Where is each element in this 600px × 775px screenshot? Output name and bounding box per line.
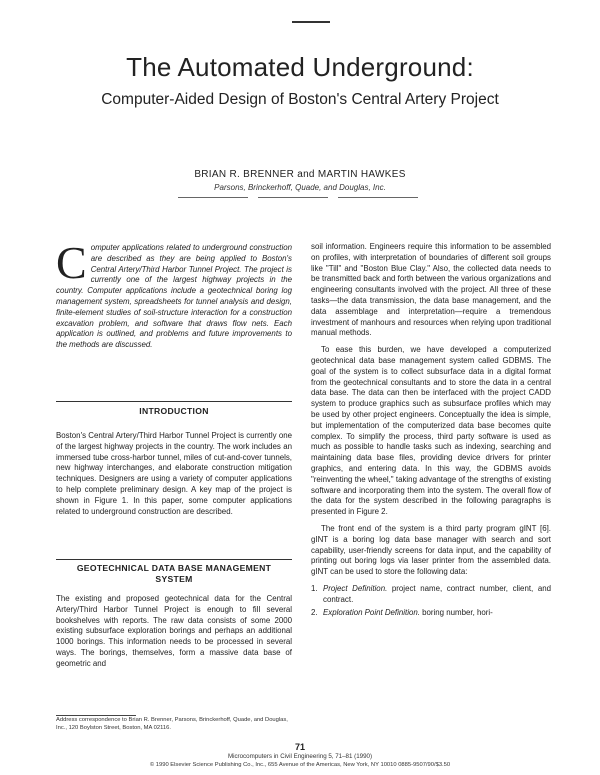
list-item-desc: boring number, hori- (419, 607, 493, 617)
footnote-rule (56, 715, 136, 716)
list-item-number: 1. (311, 583, 318, 593)
authors: BRIAN R. BRENNER and MARTIN HAWKES (194, 169, 406, 180)
data-list (311, 584, 551, 618)
paper-title: The Automated Underground: (126, 52, 474, 82)
abstract (56, 237, 292, 351)
introduction-paragraph: Boston's Central Artery/Third Harbor Tunnel Project is currently one of the largest highway projects in the country. The work includes an immersed tube cross-harbor tunnel, miles of cut-and-cover tunnels, new highway interchanges, and elaborate construction mitigation techniques. Designers are using a variety of computer applications to help complete preliminary design. A key map of the project is shown in Figure 1. In this paper, some computer applications related to underground construction are described. (56, 431, 292, 516)
footnote: Address correspondence to Brian R. Brenner, Parsons, Brinckerhoff, Quade, and Douglas, Inc., 120 Boylston Street, Boston, MA 02116. (56, 717, 288, 731)
geotech-paragraph: The existing and proposed geotechnical data for the Central Artery/Third Harbor Tunnel Project is enough to fill several bookshelves with reports. The raw data consists of some 2000 existing subsurface exploration borings and perhaps an additional 1000 borings. This information needs to be processed in several ways. The borings, themselves, form a massive data base of geometric and (56, 594, 292, 668)
list-item (311, 584, 551, 606)
list-item-term: Exploration Point Definition. (323, 607, 420, 617)
right-paragraph-1: soil information. Engineers require this information to be assembled on profiles, with interpretation of boundaries of different soil groups like "Till" and "Boston Blue Clay." Also, the collected data needs to be transmitted back and forth between the various organizations and engineering consultants involved with the project. All three of these tasks—the data transmission, the data base management, and the data assemblage and interpretation—require a tremendous investment of manhours and resources when relying upon traditional manual methods. (311, 242, 551, 338)
separator-rule (258, 197, 328, 198)
right-paragraph-2: To ease this burden, we have developed a computerized geotechnical data base management system called GDBMS. The goal of the system is to collect subsurface data in a digital format from the geotechnical consultants and to store the data in a central data base. The data can then be interfaced with the project CADD system to produce graphics such as subsurface profiles which may be used by other project engineers. Conceptually the idea is simple, but implementation of the computerized data base becomes quite complex. To simplify the process, third party software is used as much as possible to handle tasks such as indexing, searching and maintaining data base files, providing device drivers for printer graphics, and entering data. In this way, the GDBMS avoids "reinventing the wheel," taking advantage of the strengths of existing software and incorporating them into the system. The overall flow of the data for the system described in the following paragraphs is presented in Figure 2. (311, 345, 551, 517)
abstract-dropcap: C (56, 237, 87, 288)
right-column (311, 242, 551, 618)
heading-rule (56, 559, 292, 560)
abstract-text: omputer applications related to underground construction are described as they are being applied to Boston's Central Artery/Third Harbor Tunnel Project. The project is currently one of the largest highway projects in the country. Computer applications include a geotechnical boring log management system, spreadsheets for tunnel analysis and design, finite-element studies of soil-structure interaction for a construction excavation problem, and software that draws flow nets. Each application is outlined, and problems and future improvements to the methods are discussed. (56, 243, 292, 350)
top-rule (292, 21, 330, 23)
geotech-body (56, 594, 292, 670)
separator-rule (338, 197, 418, 198)
copyright-line: © 1990 Elsevier Science Publishing Co., Inc., 655 Avenue of the Americas, New York, NY 10010 0885-9507/90/$3.50 (149, 762, 451, 768)
heading-rule (56, 401, 292, 402)
geotech-heading: GEOTECHNICAL DATA BASE MANAGEMENT SYSTEM (76, 563, 272, 584)
affiliation: Parsons, Brinckerhoff, Quade, and Douglas, Inc. (214, 183, 386, 192)
page-number: 71 (294, 742, 305, 752)
list-item-number: 2. (311, 607, 318, 617)
list-item-term: Project Definition. (323, 583, 388, 593)
journal-citation: Microcomputers in Civil Engineering 5, 71–81 (1990) (227, 753, 373, 760)
separator-rule (178, 197, 248, 198)
paper-subtitle: Computer-Aided Design of Boston's Central Artery Project (101, 91, 499, 108)
list-item-desc: project name, contract number, client, and contract. (323, 583, 552, 604)
introduction-heading: INTRODUCTION (139, 406, 209, 416)
introduction-body (56, 431, 292, 517)
right-paragraph-3: The front end of the system is a third party program gINT [6]. gINT is a boring log data base manager with search and sort capability, user-friendly screens for data input, and the capability of printing out boring logs via laser printer from the assembled data. gINT can be used to store the following data: (311, 523, 551, 577)
list-item (311, 608, 551, 619)
